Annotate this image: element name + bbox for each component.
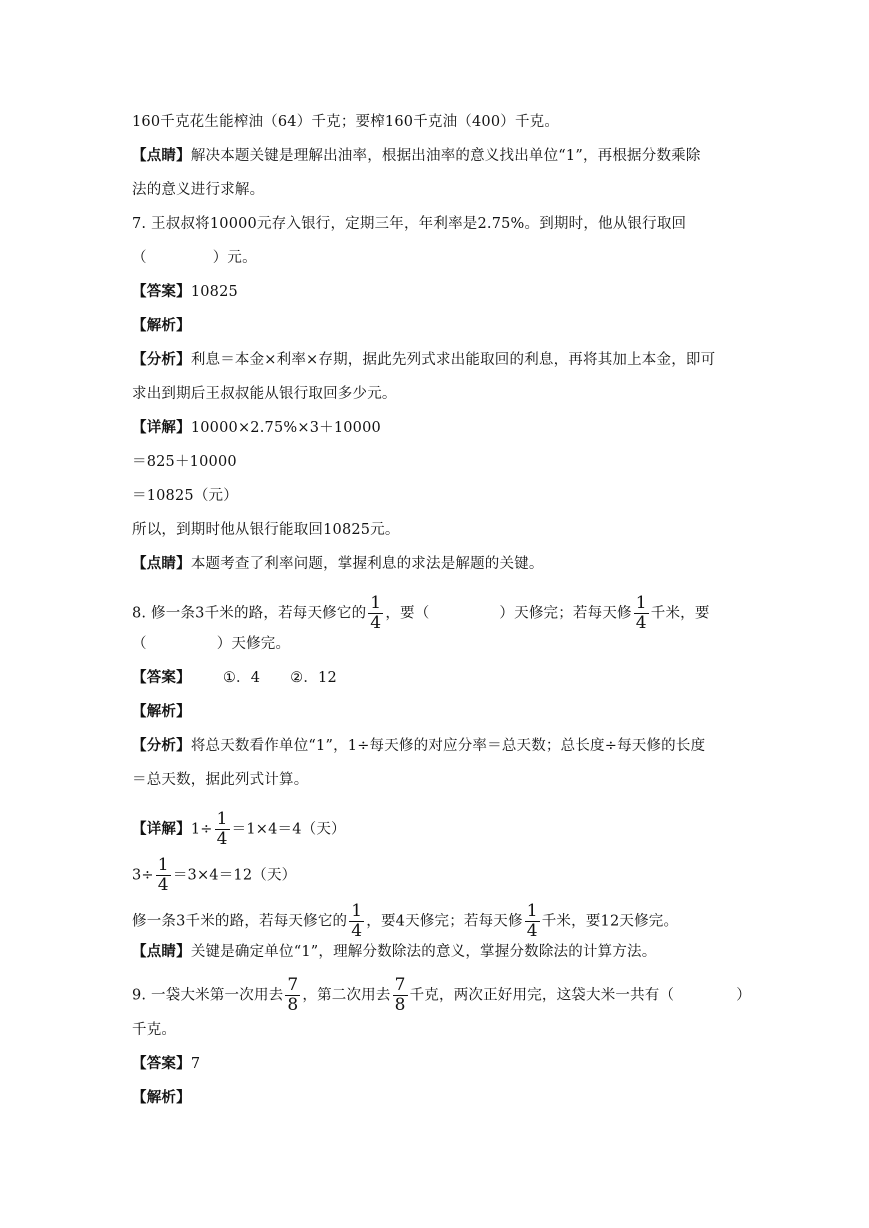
answer-value: 7 bbox=[190, 1056, 201, 1072]
text-line: 求出到期后王叔叔能从银行取回多少元。 bbox=[132, 386, 397, 402]
question-8-blank: （ ）天修完。 bbox=[132, 636, 291, 652]
analysis-tag: 【分析】 bbox=[132, 737, 191, 754]
answer-line bbox=[132, 1054, 200, 1074]
fraction-quarter: $\frac{1}{4}$ bbox=[635, 593, 647, 633]
comment-tag: 【点睛】 bbox=[132, 147, 191, 164]
question-9: 9. 一袋大米第一次用去 $\frac{7}{8}$ ，第二次用去 $\frac{7}{8}$ 千克，两次正好用完，这袋大米一共有（ ） bbox=[132, 975, 751, 1015]
fraction-quarter: $\frac{1}{4}$ bbox=[370, 593, 382, 633]
text-line: 3÷ $\frac{1}{4}$ ＝3×4＝12（天） bbox=[132, 855, 297, 895]
analysis-line: 【分析】将总天数看作单位“1”，1÷每天修的对应分率＝总天数；总长度÷每天修的长度 bbox=[132, 737, 706, 754]
text-line: ＝10825（元） bbox=[132, 488, 238, 504]
analysis-heading: 【解析】 bbox=[132, 317, 191, 334]
text-line: 法的意义进行求解。 bbox=[132, 182, 265, 198]
question-7: 7. 王叔叔将10000元存入银行，定期三年，年利率是2.75%。到期时，他从银行取回 bbox=[132, 216, 687, 232]
analysis-heading: 【解析】 bbox=[132, 1089, 191, 1106]
fraction-quarter: $\frac{1}{4}$ bbox=[351, 901, 363, 941]
text-line: 修一条3千米的路，若每天修它的 $\frac{1}{4}$ ，要4天修完；若每天修 $\frac{1}{4}$ 千米，要12天修完。 bbox=[132, 901, 679, 941]
detail-line: 【详解】1÷ $\frac{1}{4}$ ＝1×4＝4（天） bbox=[132, 809, 346, 849]
fraction-seven-eighths: $\frac{7}{8}$ bbox=[394, 975, 406, 1015]
text-line: 160千克花生能榨油（64）千克；要榨160千克油（400）千克。 bbox=[132, 114, 560, 130]
detail-line: 【详解】10000×2.75%×3＋10000 bbox=[132, 419, 381, 436]
question-8: 8. 修一条3千米的路，若每天修它的 $\frac{1}{4}$ ，要（ ）天修完；若每天修 $\frac{1}{4}$ 千米，要 bbox=[132, 593, 710, 633]
comment-line: 【点睛】本题考查了利率问题，掌握利息的求法是解题的关键。 bbox=[132, 555, 544, 572]
comment-tag: 【点睛】 bbox=[132, 555, 191, 572]
answer-tag: 【答案】 bbox=[132, 669, 191, 686]
text-line: ＝总天数，据此列式计算。 bbox=[132, 772, 309, 788]
answer-value: ②．12 bbox=[290, 670, 337, 686]
fraction-quarter: $\frac{1}{4}$ bbox=[526, 901, 538, 941]
text-line: 千克。 bbox=[132, 1022, 177, 1038]
question-7-blank: （ ）元。 bbox=[132, 250, 257, 266]
detail-tag: 【详解】 bbox=[132, 820, 191, 838]
analysis-heading: 【解析】 bbox=[132, 703, 191, 720]
comment-line: 【点睛】解决本题关键是理解出油率，根据出油率的意义找出单位“1”，再根据分数乘除 bbox=[132, 147, 701, 164]
comment-tag: 【点睛】 bbox=[132, 943, 191, 960]
answer-tag: 【答案】 bbox=[132, 283, 191, 300]
answer-line bbox=[132, 282, 238, 302]
fraction-quarter: $\frac{1}{4}$ bbox=[157, 855, 169, 895]
analysis-tag: 【分析】 bbox=[132, 351, 191, 368]
answer-tag: 【答案】 bbox=[132, 1055, 191, 1072]
text-line: 所以，到期时他从银行能取回10825元。 bbox=[132, 522, 400, 538]
fraction-quarter: $\frac{1}{4}$ bbox=[216, 809, 228, 849]
answer-line bbox=[132, 668, 337, 688]
analysis-line: 【分析】利息＝本金×利率×存期，据此先列式求出能取回的利息，再将其加上本金，即可 bbox=[132, 351, 716, 368]
detail-tag: 【详解】 bbox=[132, 419, 191, 436]
fraction-seven-eighths: $\frac{7}{8}$ bbox=[287, 975, 299, 1015]
text-line: ＝825＋10000 bbox=[132, 454, 237, 470]
answer-value: 10825 bbox=[190, 284, 238, 300]
comment-line: 【点睛】关键是确定单位“1”，理解分数除法的意义，掌握分数除法的计算方法。 bbox=[132, 943, 657, 960]
answer-value: ①．4 bbox=[222, 670, 261, 686]
